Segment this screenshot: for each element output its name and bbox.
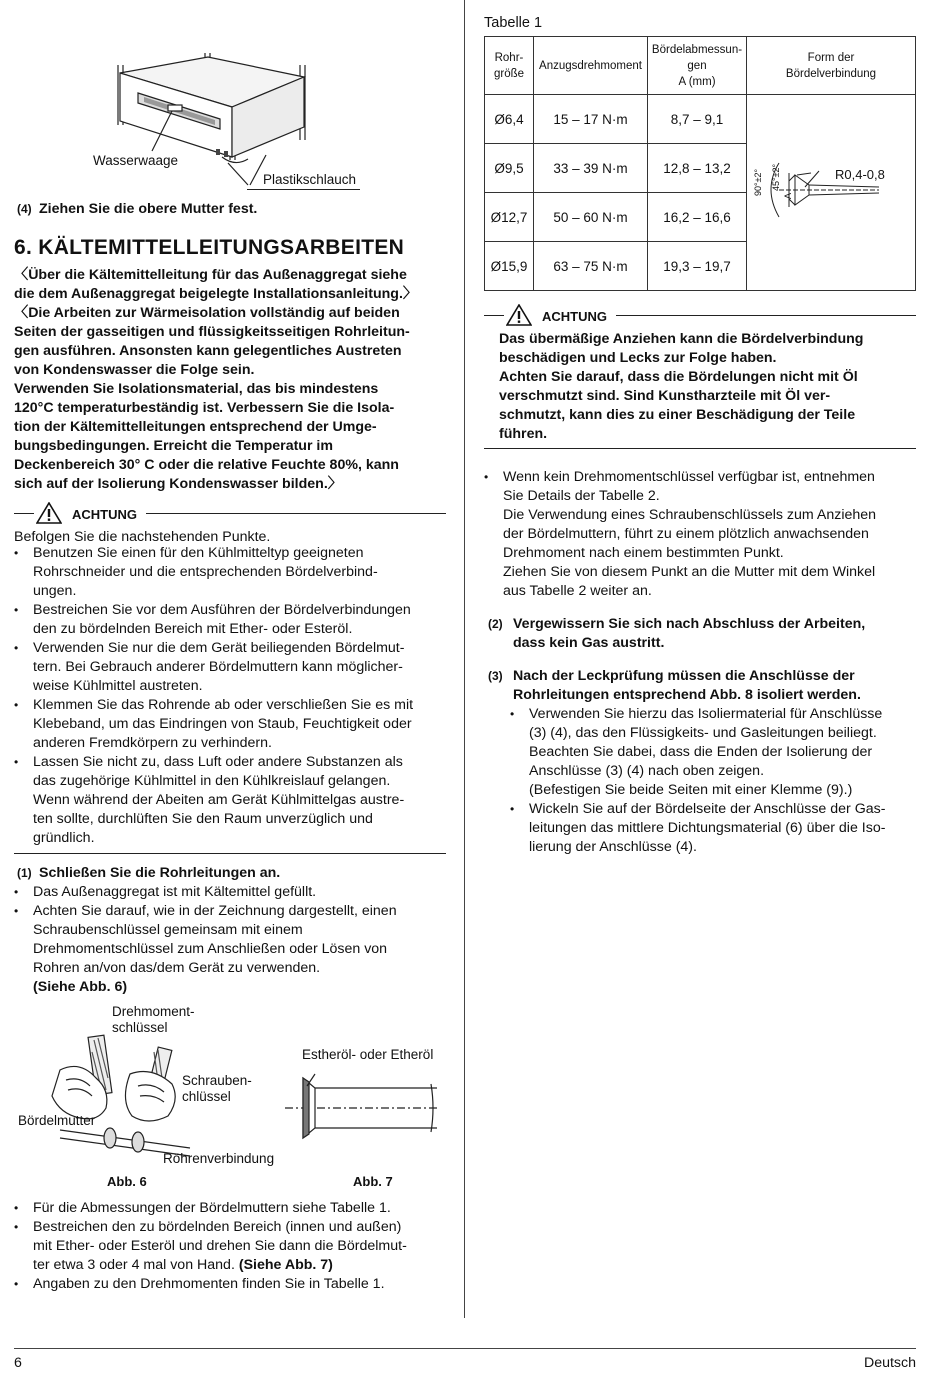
- header-torque: Anzugsdrehmoment: [534, 37, 648, 95]
- warning-line: Das übermäßige Anziehen kann die Bördelverbindung: [499, 331, 864, 347]
- bullet-line: tern. Bei Gebrauch anderer Bördelmuttern kann möglicher-: [33, 659, 403, 675]
- bullet-dot: •: [14, 546, 19, 560]
- flare-angle-90: 90°±2°: [753, 168, 763, 196]
- list-item: [14, 902, 446, 997]
- step1-heading: [17, 864, 280, 883]
- table-header-row: [485, 37, 916, 95]
- step3: [488, 667, 861, 705]
- step2-number: (2): [488, 617, 503, 631]
- bullet-line: Rohren an/von das/dem Gerät zu verwenden.: [33, 960, 321, 976]
- see-figure-7: (Siehe Abb. 7): [238, 1257, 333, 1273]
- figure-7-caption: Abb. 7: [353, 1174, 393, 1189]
- bullet-dot: •: [14, 755, 19, 769]
- bullet-line: (3) (4), das den Flüssigkeits- und Gasleitungen beiliegt.: [529, 725, 877, 741]
- step4-text: Ziehen Sie die obere Mutter fest.: [39, 201, 258, 217]
- warning-line: führen.: [499, 426, 548, 442]
- bullet-line: gründlich.: [33, 830, 95, 846]
- bullet-line: mit Ether- oder Esteröl und drehen Sie dann die Bördelmut-: [33, 1238, 407, 1254]
- bullet-line: Für die Abmessungen der Bördelmuttern siehe Tabelle 1.: [33, 1200, 391, 1216]
- intro-line: 〈Über die Kältemittelleitung für das Außenaggregat siehe: [14, 267, 407, 283]
- list-item: [14, 601, 446, 639]
- table1-title: Tabelle 1: [484, 15, 543, 31]
- intro-line: tion der Kältemittelleitungen entsprechend der Umge-: [14, 419, 377, 435]
- bullet-line: Wickeln Sie auf der Bördelseite der Anschlüsse der Gas-: [529, 801, 886, 817]
- warning-label: ACHTUNG: [72, 507, 137, 522]
- bullet-line: der Bördelmuttern, führt zu einem plötzlich anwachsenden: [503, 526, 869, 542]
- header-pipe-size: [485, 37, 534, 95]
- warning-line: schmutzt, kann dies zu einer Beschädigung der Teile: [499, 407, 856, 423]
- warning-icon: [36, 502, 62, 524]
- warning-rule-right: [146, 513, 446, 514]
- label-line: Schrauben-: [182, 1073, 252, 1088]
- step2-line: dass kein Gas austritt.: [513, 635, 665, 651]
- label-flare-nut: Bördelmutter: [18, 1113, 96, 1128]
- page-footer: [14, 1348, 916, 1371]
- table1: [484, 36, 916, 291]
- bullet-line: lierung der Anschlüsse (4).: [529, 839, 697, 855]
- bullet-dot: •: [484, 470, 489, 484]
- list-item: [484, 468, 916, 601]
- label-underline: [247, 189, 360, 190]
- intro-line: Deckenbereich 30° C oder die relative Feuchte 80%, kann: [14, 457, 399, 473]
- bullet-dot: •: [14, 641, 19, 655]
- list-item: [14, 639, 446, 696]
- bullet-line: Verwenden Sie hierzu das Isoliermaterial für Anschlüsse: [529, 706, 883, 722]
- header-flare-dim: [648, 37, 747, 95]
- bullet-line: Klemmen Sie das Rohrende ab oder verschließen Sie es mit: [33, 697, 414, 713]
- header-line: Bördelverbindung: [785, 67, 877, 80]
- bullet-line: Sie Details der Tabelle 2.: [503, 488, 660, 504]
- bullet-line: aus Tabelle 2 weiter an.: [503, 583, 652, 599]
- bullet-line: Drehmomentschlüssel zum Anschließen oder Lösen von: [33, 941, 388, 957]
- list-item: [510, 800, 916, 857]
- footer-language: Deutsch: [863, 1355, 916, 1371]
- bullet-line: Anschlüsse (3) (4) nach oben zeigen.: [529, 763, 765, 779]
- bullet-line: Angaben zu den Drehmomenten finden Sie in Tabelle 1.: [33, 1276, 385, 1292]
- intro-line: sich auf der Isolierung Kondenswasser bilden.〉: [14, 476, 342, 492]
- warning-rule-left: [14, 513, 34, 514]
- step2-line: Vergewissern Sie sich nach Abschluss der Arbeiten,: [513, 616, 866, 632]
- intro-line: Seiten der gasseitigen und flüssigkeitsseitigen Rohrleitun-: [14, 324, 410, 340]
- see-figure-6: (Siehe Abb. 6): [33, 979, 128, 995]
- bullet-line: Benutzen Sie einen für den Kühlmitteltyp geeigneten: [33, 545, 364, 561]
- bullet-dot: •: [14, 1220, 19, 1234]
- intro-line: Verwenden Sie Isolationsmaterial, das bis mindestens: [14, 381, 379, 397]
- warning-icon: [506, 304, 532, 326]
- bullet-dot: •: [14, 885, 19, 899]
- bullet-line: Ziehen Sie von diesem Punkt an die Mutter mit dem Winkel: [503, 564, 876, 580]
- bullet-line: Verwenden Sie nur die dem Gerät beiliegenden Bördelmut-: [33, 640, 405, 656]
- bullet-line: Klebeband, um das Eindringen von Staub, Feuchtigkeit oder: [33, 716, 412, 732]
- label-plastic-hose: Plastikschlauch: [263, 172, 357, 187]
- bullet-line: Beachten Sie dabei, dass die Enden der Isolierung der: [529, 744, 873, 760]
- section-heading: 6. KÄLTEMITTELLEITUNGSARBEITEN: [14, 236, 405, 259]
- flare-dimension-a: A: [783, 192, 793, 199]
- flare-radius: R0,4-0,8: [835, 167, 885, 182]
- header-flare-shape: [747, 37, 916, 95]
- bullet-line: [33, 1256, 446, 1275]
- section-intro: [14, 266, 454, 494]
- intro-line: bungsbedingungen. Erreicht die Temperatur im: [14, 438, 333, 454]
- page-number: 6: [14, 1355, 22, 1371]
- step4-instruction: [17, 200, 257, 219]
- cell-torque: 63 – 75 N·m: [534, 242, 648, 291]
- figure-7-flare-oil: [285, 1060, 445, 1140]
- bullet-text: ter etwa 3 oder 4 mal von Hand.: [33, 1257, 239, 1273]
- step3-line: Rohrleitungen entsprechend Abb. 8 isoliert werden.: [513, 687, 861, 703]
- label-torque-wrench: [112, 1004, 195, 1036]
- flare-shape-diagram: [749, 147, 899, 247]
- list-item: [14, 1199, 446, 1218]
- bullet-line: anderen Fremdkörpern zu verhindern.: [33, 735, 272, 751]
- bullet-dot: •: [14, 603, 19, 617]
- bullet-line: den zu bördelnden Bereich mit Ether- oder Esteröl.: [33, 621, 353, 637]
- cell-dim: 16,2 – 16,6: [648, 193, 747, 242]
- label-pipe-joint: Röhrenverbindung: [163, 1151, 275, 1166]
- figure-6-caption: Abb. 6: [107, 1174, 147, 1189]
- header-line: A (mm): [678, 75, 716, 88]
- step3-number: (3): [488, 669, 503, 683]
- warning-rule-right: [616, 315, 916, 316]
- label-spanner: [182, 1073, 252, 1105]
- cell-torque: 50 – 60 N·m: [534, 193, 648, 242]
- bullet-line: Lassen Sie nicht zu, dass Luft oder andere Substanzen als: [33, 754, 403, 770]
- step2: [488, 615, 865, 653]
- warning-label: ACHTUNG: [542, 309, 607, 324]
- bullet-line: Bestreichen den zu bördelnden Bereich (innen und außen): [33, 1219, 402, 1235]
- bullet-line: Wenn während der Abeiten am Gerät Kühlmittelgas austre-: [33, 792, 405, 808]
- warning-rule-left: [484, 315, 504, 316]
- label-line: Drehmoment-: [112, 1004, 195, 1019]
- bullet-line: Bestreichen Sie vor dem Ausführen der Bördelverbindungen: [33, 602, 411, 618]
- bullet-dot: •: [510, 802, 515, 816]
- bullet-line: weise Kühlmittel austreten.: [33, 678, 203, 694]
- list-item: [14, 883, 446, 902]
- cell-torque: 33 – 39 N·m: [534, 144, 648, 193]
- intro-line: 〈Die Arbeiten zur Wärmeisolation vollständig auf beiden: [14, 305, 400, 321]
- cell-dim: 12,8 – 13,2: [648, 144, 747, 193]
- bullet-dot: •: [510, 707, 515, 721]
- cell-dim: 8,7 – 9,1: [648, 95, 747, 144]
- cell-size: Ø12,7: [485, 193, 534, 242]
- bullet-dot: •: [14, 904, 19, 918]
- bullet-line: leitungen das mittlere Dichtungsmaterial (6) über die Iso-: [529, 820, 886, 836]
- intro-line: die dem Außenaggregat beigelegte Installationsanleitung.〉: [14, 286, 418, 302]
- step1-number: (1): [17, 866, 32, 880]
- warning-end-rule: [484, 448, 916, 449]
- label-line: schlüssel: [112, 1020, 168, 1035]
- cell-size: Ø9,5: [485, 144, 534, 193]
- list-item: [14, 1218, 446, 1275]
- warning-lead: Befolgen Sie die nachstehenden Punkte.: [14, 529, 271, 545]
- label-oil: Estheröl- oder Etheröl: [302, 1047, 434, 1062]
- warning-line: beschädigen und Lecks zur Folge haben.: [499, 350, 777, 366]
- warning-line: verschmutzt sind. Sind Kunstharzteile mit Öl ver-: [499, 388, 831, 404]
- header-line: Rohr-: [494, 51, 524, 64]
- bullet-line: ten sollte, durchlüften Sie den Raum unverzüglich und: [33, 811, 373, 827]
- list-item: [510, 705, 916, 800]
- flare-angle-45: 45°±2°: [771, 163, 781, 191]
- label-line: chlüssel: [182, 1089, 231, 1104]
- bullet-dot: •: [14, 1277, 19, 1291]
- header-line: Form der: [807, 51, 855, 64]
- intro-line: 120°C temperaturbeständig ist. Verbessern Sie die Isola-: [14, 400, 395, 416]
- intro-line: von Kondenswasser die Folge sein.: [14, 362, 255, 378]
- intro-line: gen ausführen. Ansonsten kann gelegentliches Austreten: [14, 343, 402, 359]
- cell-dim: 19,3 – 19,7: [648, 242, 747, 291]
- bullet-line: Rohrschneider und die entsprechenden Bördelverbind-: [33, 564, 378, 580]
- cell-size: Ø6,4: [485, 95, 534, 144]
- column-separator: [464, 0, 465, 1318]
- warning-text: [499, 330, 919, 444]
- label-spirit-level: Wasserwaage: [93, 153, 179, 168]
- bullet-dot: •: [14, 698, 19, 712]
- bullet-line: Wenn kein Drehmomentschlüssel verfügbar ist, entnehmen: [503, 469, 875, 485]
- step4-number: (4): [17, 202, 32, 216]
- header-line: gen: [687, 59, 707, 72]
- bullet-line: das zugehörige Kühlmittel in den Kühlkreislauf gelangen.: [33, 773, 391, 789]
- header-line: größe: [493, 67, 525, 80]
- bullet-line: Schraubenschlüssel gemeinsam mit einem: [33, 922, 303, 938]
- bullet-line: Das Außenaggregat ist mit Kältemittel gefüllt.: [33, 884, 317, 900]
- cell-flare-diagram: [747, 95, 916, 291]
- list-item: [14, 753, 446, 848]
- header-line: Bördelabmessun-: [651, 43, 743, 56]
- bullet-line: ungen.: [33, 583, 77, 599]
- cell-size: Ø15,9: [485, 242, 534, 291]
- list-item: [14, 1275, 446, 1294]
- step3-line: Nach der Leckprüfung müssen die Anschlüsse der: [513, 668, 855, 684]
- warning-line: Achten Sie darauf, dass die Bördelungen nicht mit Öl: [499, 369, 858, 385]
- cell-torque: 15 – 17 N·m: [534, 95, 648, 144]
- bullet-line: Drehmoment nach einem bestimmten Punkt.: [503, 545, 784, 561]
- table-row: [485, 95, 916, 144]
- bullet-line: (Befestigen Sie beide Seiten mit einer Klemme (9).): [529, 782, 853, 798]
- list-item: [14, 544, 446, 601]
- bullet-dot: •: [14, 1201, 19, 1215]
- bullet-line: Achten Sie darauf, wie in der Zeichnung dargestellt, einen: [33, 903, 397, 919]
- bullet-line: Die Verwendung eines Schraubenschlüssels zum Anziehen: [503, 507, 877, 523]
- step1-title: Schließen Sie die Rohrleitungen an.: [39, 865, 281, 881]
- warning-end-rule: [14, 853, 446, 854]
- list-item: [14, 696, 446, 753]
